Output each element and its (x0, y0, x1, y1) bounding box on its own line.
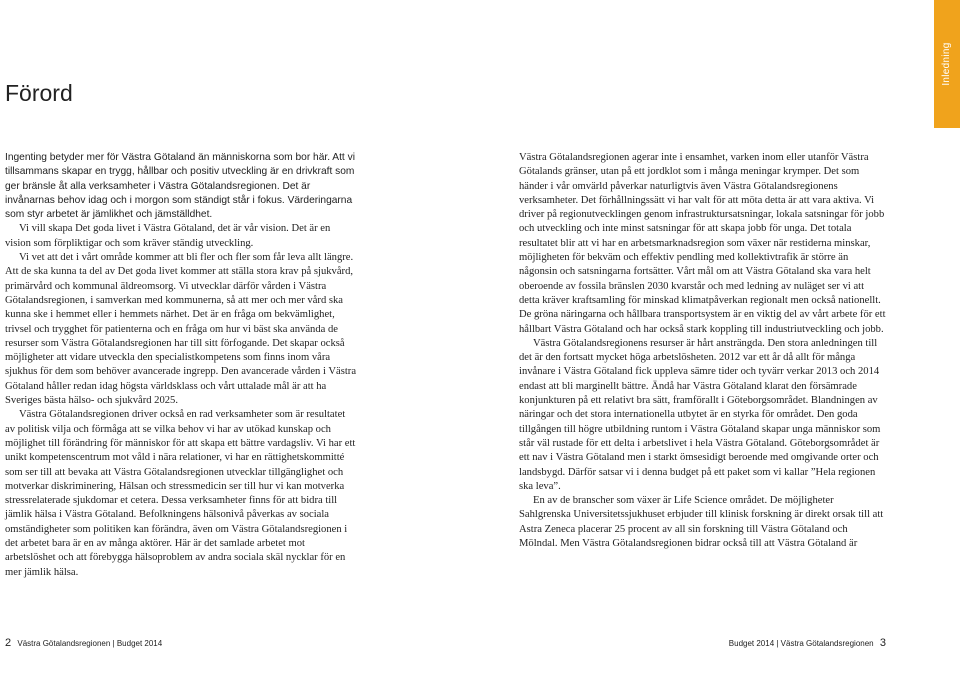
body-paragraph: Vi vet att det i vårt område kommer att bli fler och fler som får leva allt längre. Att de ska kunna ta del av Det goda livet kommer att ställa stora krav på sjukvård, primärvård och kommunal äldreomsorg. Vi utvecklar därför vården i Västra Götalandsregionen, i samverkan med kommunerna, så att mer och mer vård ska kunna ske i hemmet eller i hemmets närhet. Det är en fråga om bekvämlighet, trivsel och trygghet för patienterna och en fråga om hur vi bäst ska använda de resurser som Västra Götalandsregionen har till sitt förfogande. Det skapar också möjligheter att vidare utveckla den specialistkompetens som finns inom våra sjukhus för dem som behöver avancerade ingrepp. Den avancerade vården i Västra Götaland håller redan idag högsta världsklass och vårt uttalade mål är att ha Sveriges bästa hälso- och sjukvård 2025. (5, 252, 357, 407)
section-tab (934, 0, 960, 128)
right-column (519, 151, 887, 551)
footer-text: Budget 2014 | Västra Götalandsregionen (728, 639, 874, 648)
page-title: Förord (5, 80, 73, 106)
section-tab-label: Inledning (941, 42, 952, 86)
intro-paragraph: Ingenting betyder mer för Västra Götaland än människorna som bor här. Att vi tillsammans skapar en trygg, hållbar och positiv utveckling är en drivkraft som ger bränsle åt alla verksamheter i Västra Götalandsregionen. Det är invånarnas behov idag och i morgon som ständigt står i fokus. Värderingarna som styr arbetet är jämlikhet och jämställdhet. (5, 152, 355, 221)
footer-left (5, 637, 162, 649)
body-paragraph: En av de branscher som växer är Life Science området. De möjligheter Sahlgrenska Universitetssjukhuset erbjuder till klinisk forskning är direkt orsak till att Astra Zeneca placerar 25 procent av all sin forskning till Västra Götaland och Mölndal. Men Västra Götalandsregionen bidrar också till att Västra Götaland är (519, 495, 884, 550)
footer-text: Västra Götalandsregionen | Budget 2014 (17, 639, 163, 648)
body-paragraph: Västra Götalandsregionens resurser är hårt ansträngda. Den stora anledningen till det är den fortsatt mycket höga arbetslösheten. 2012 var ett år då allt för många invånare i Västra Götaland fick uppleva sämre tider och tyvärr verkar 2013 och 2014 endast att bli marginellt bättre. Ändå har Västra Götaland klarat den försämrade konjunkturen på ett relativt bra sätt, framförallt i Göteborgsområdet. Blandningen av näringar och det stora internationella utbytet är en styrka för området. Den goda tillgången till högre utbildning runtom i Västra Götaland skapar unga människor som står väl rustade för ett delta i arbetslivet i hela Västra Götaland. Göteborgsområdet är ett nav i Västra Götaland men i starkt ömsesidigt beroende med omgivande orter och landsbygd. Därför satsar vi i denna budget på ett paket som vi kallar ”Hela regionen ska leva”. (519, 337, 881, 492)
footer-right (729, 637, 886, 649)
page-number: 2 (5, 637, 12, 649)
body-paragraph: Västra Götalandsregionen agerar inte i ensamhet, varken inom eller utanför Västra Götalands gränser, utan på ett jordklot som i många meningar krymper. Det som händer i vår omvärld påverkar naturligtvis även Västra Götalandsregionens verksamheter. Det förhållningssätt vi har valt för att möta detta är att vara aktiva. Vi driver på regionutvecklingen genom infrastruktursatsningar, lokala satsningar för jobb och utveckling och inte minst satsningar för att skapa jobb för unga. Det totala resultatet blir att vi har en arbetsmarknadsregion som växer när restiderna minskar, möjligheten för bekväm och effektiv pendling med kollektivtrafik är större än någonsin och satsningarna fortsätter. Vårt mål om att Västra Götaland ska vara helt oberoende av fossila bränslen 2030 kvarstår och med ledning av nuläget ser vi att detta kräver kraftsamling för minskad klimatpåverkan regionalt men också nationellt. De gröna näringarna och hållbara transportsystem är en viktig del av vårt arbete för ett hållbart Västra Götaland och har också stark koppling till industriutveckling och jobb. (519, 152, 886, 335)
body-paragraph: Västra Götalandsregionen driver också en rad verksamheter som är resultatet av politisk vilja och förmåga att se vilka behov vi har av utökad kunskap och möjlighet till förändring för människor för att skapa ett bättre vardagsliv. Vi har ett unikt kompetenscentrum mot våld i nära relationer, vi har en rättighetskommitté som ser till att bevaka att Västra Götalandsregionen utvecklar tillgänglighet och motverkar diskriminering, Hälsan och stressmedicin ser till hur vi kan motverka stressrelaterade sjukdomar et cetera. Dessa verksamheter finns för att bidra till jämlik hälsa i Västra Götaland. Befolkningens hälsonivå påverkas av sociala omständigheter som politiken kan förändra, även om Västra Götalandsregionen i det arbetet bara är en av många aktörer. Här är det samlade arbetet mot arbetslöshet och att förebygga hälsoproblem av andra sociala skäl nycklar för en mer jämlik hälsa. (5, 409, 356, 578)
left-column (5, 151, 357, 580)
page-number: 3 (879, 637, 886, 649)
body-paragraph: Vi vill skapa Det goda livet i Västra Götaland, det är vår vision. Det är en vision som förpliktigar och som kräver ständig utveckling. (5, 223, 331, 249)
